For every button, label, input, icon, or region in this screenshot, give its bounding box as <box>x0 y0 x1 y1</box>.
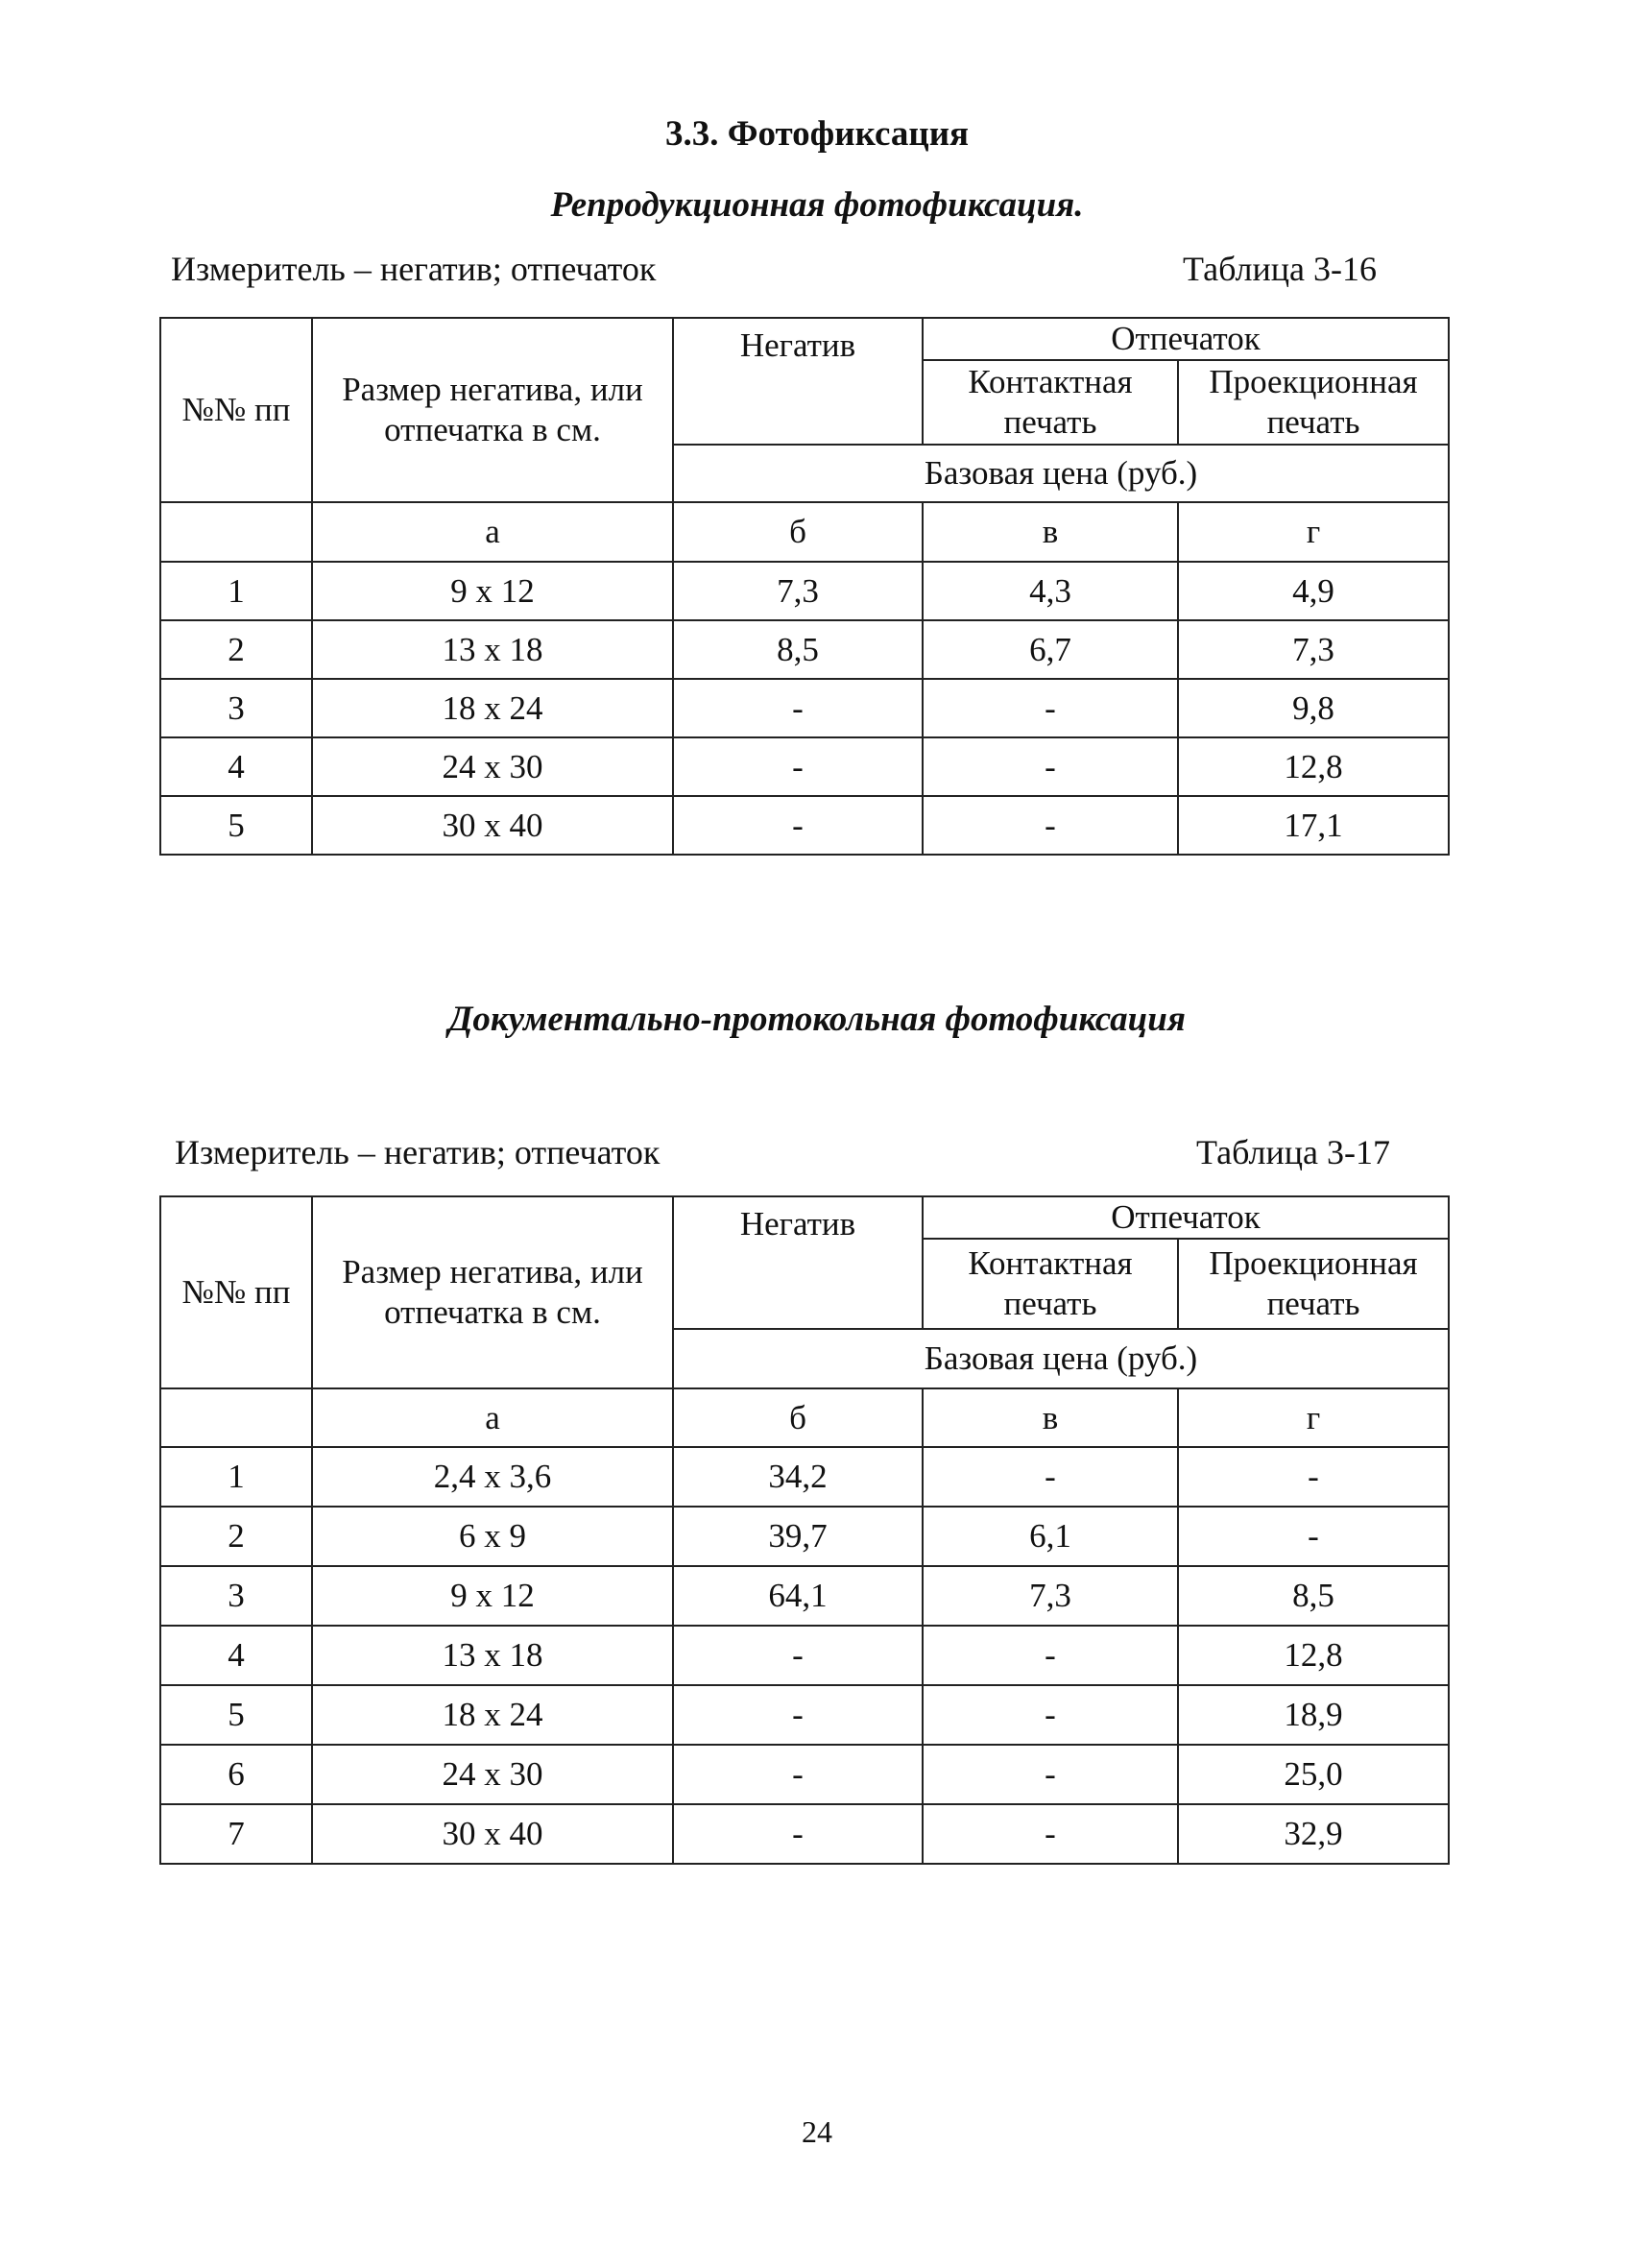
table-row <box>160 1685 1449 1745</box>
table-3-17 <box>159 1195 1450 1865</box>
cell-num: 5 <box>160 1685 312 1745</box>
cell-contact: - <box>923 679 1178 737</box>
letter-cell: в <box>923 1388 1178 1447</box>
letters-row <box>160 502 1449 562</box>
cell-num: 2 <box>160 1507 312 1566</box>
table-row <box>160 620 1449 679</box>
header-base-price: Базовая цена (руб.) <box>673 1329 1449 1388</box>
cell-negative: - <box>673 1745 923 1804</box>
header-contact: Контактная печать <box>923 360 1178 445</box>
header-print-group: Отпечаток <box>923 318 1449 360</box>
table-2-subtitle: Документально-протокольная фотофиксация <box>448 1000 1186 1039</box>
table-2-meter: Измеритель – негатив; отпечаток <box>175 1133 661 1171</box>
header-size: Размер негатива, или отпечатка в см. <box>312 1196 673 1388</box>
cell-size: 30 х 40 <box>312 1804 673 1864</box>
header-base-price: Базовая цена (руб.) <box>673 445 1449 502</box>
cell-size: 30 х 40 <box>312 796 673 855</box>
cell-negative: 34,2 <box>673 1447 923 1507</box>
cell-num: 6 <box>160 1745 312 1804</box>
table-1-subtitle: Репродукционная фотофиксация. <box>550 185 1084 225</box>
table-1-meter: Измеритель – негатив; отпечаток <box>171 250 657 288</box>
header-negative: Негатив <box>673 1196 923 1329</box>
cell-size: 6 х 9 <box>312 1507 673 1566</box>
table-row <box>160 796 1449 855</box>
table-row <box>160 1447 1449 1507</box>
cell-projection: 18,9 <box>1178 1685 1449 1745</box>
table-2-number: Таблица 3-17 <box>1196 1133 1390 1171</box>
table-3-16 <box>159 317 1450 856</box>
cell-contact: 6,1 <box>923 1507 1178 1566</box>
page-number: 24 <box>802 2114 832 2149</box>
cell-contact: 6,7 <box>923 620 1178 679</box>
section-title: 3.3. Фотофиксация <box>664 114 970 154</box>
cell-size: 13 х 18 <box>312 1626 673 1685</box>
cell-size: 9 х 12 <box>312 562 673 620</box>
table-row <box>160 1804 1449 1864</box>
cell-projection: - <box>1178 1507 1449 1566</box>
header-print-group: Отпечаток <box>923 1196 1449 1239</box>
cell-num: 1 <box>160 562 312 620</box>
cell-num: 7 <box>160 1804 312 1864</box>
cell-projection: 9,8 <box>1178 679 1449 737</box>
cell-num: 2 <box>160 620 312 679</box>
cell-projection: 12,8 <box>1178 737 1449 796</box>
cell-num: 4 <box>160 737 312 796</box>
cell-negative: 39,7 <box>673 1507 923 1566</box>
header-num: №№ пп <box>160 1196 312 1388</box>
letter-cell: а <box>312 502 673 562</box>
cell-size: 24 х 30 <box>312 1745 673 1804</box>
cell-negative: 64,1 <box>673 1566 923 1626</box>
cell-negative: 7,3 <box>673 562 923 620</box>
letter-cell: г <box>1178 1388 1449 1447</box>
table-row <box>160 562 1449 620</box>
cell-contact: 4,3 <box>923 562 1178 620</box>
letter-cell: г <box>1178 502 1449 562</box>
cell-contact: - <box>923 1626 1178 1685</box>
cell-num: 3 <box>160 1566 312 1626</box>
cell-num: 1 <box>160 1447 312 1507</box>
cell-projection: 25,0 <box>1178 1745 1449 1804</box>
cell-negative: - <box>673 1804 923 1864</box>
header-size: Размер негатива, или отпечатка в см. <box>312 318 673 502</box>
table-row <box>160 1566 1449 1626</box>
cell-contact: - <box>923 1804 1178 1864</box>
cell-negative: - <box>673 1685 923 1745</box>
cell-size: 13 х 18 <box>312 620 673 679</box>
cell-negative: - <box>673 796 923 855</box>
letter-cell: б <box>673 502 923 562</box>
cell-projection: 32,9 <box>1178 1804 1449 1864</box>
cell-projection: - <box>1178 1447 1449 1507</box>
letter-cell: а <box>312 1388 673 1447</box>
cell-size: 24 х 30 <box>312 737 673 796</box>
table-row <box>160 1626 1449 1685</box>
cell-contact: - <box>923 1685 1178 1745</box>
cell-projection: 4,9 <box>1178 562 1449 620</box>
cell-size: 18 х 24 <box>312 679 673 737</box>
letters-row <box>160 1388 1449 1447</box>
letter-cell: в <box>923 502 1178 562</box>
header-num: №№ пп <box>160 318 312 502</box>
cell-negative: - <box>673 679 923 737</box>
cell-contact: - <box>923 1447 1178 1507</box>
cell-num: 4 <box>160 1626 312 1685</box>
cell-contact: - <box>923 737 1178 796</box>
header-negative: Негатив <box>673 318 923 445</box>
header-projection: Проекционная печать <box>1178 1239 1449 1329</box>
cell-negative: 8,5 <box>673 620 923 679</box>
cell-num: 3 <box>160 679 312 737</box>
table-row <box>160 679 1449 737</box>
cell-size: 9 х 12 <box>312 1566 673 1626</box>
cell-size: 2,4 х 3,6 <box>312 1447 673 1507</box>
table-row <box>160 737 1449 796</box>
header-contact: Контактная печать <box>923 1239 1178 1329</box>
header-projection: Проекционная печать <box>1178 360 1449 445</box>
cell-negative: - <box>673 737 923 796</box>
cell-negative: - <box>673 1626 923 1685</box>
table-1-number: Таблица 3-16 <box>1183 250 1377 288</box>
letter-cell: б <box>673 1388 923 1447</box>
cell-projection: 17,1 <box>1178 796 1449 855</box>
cell-contact: 7,3 <box>923 1566 1178 1626</box>
cell-projection: 7,3 <box>1178 620 1449 679</box>
cell-projection: 12,8 <box>1178 1626 1449 1685</box>
cell-size: 18 х 24 <box>312 1685 673 1745</box>
cell-num: 5 <box>160 796 312 855</box>
table-row <box>160 1745 1449 1804</box>
cell-projection: 8,5 <box>1178 1566 1449 1626</box>
table-row <box>160 1507 1449 1566</box>
cell-contact: - <box>923 796 1178 855</box>
cell-contact: - <box>923 1745 1178 1804</box>
